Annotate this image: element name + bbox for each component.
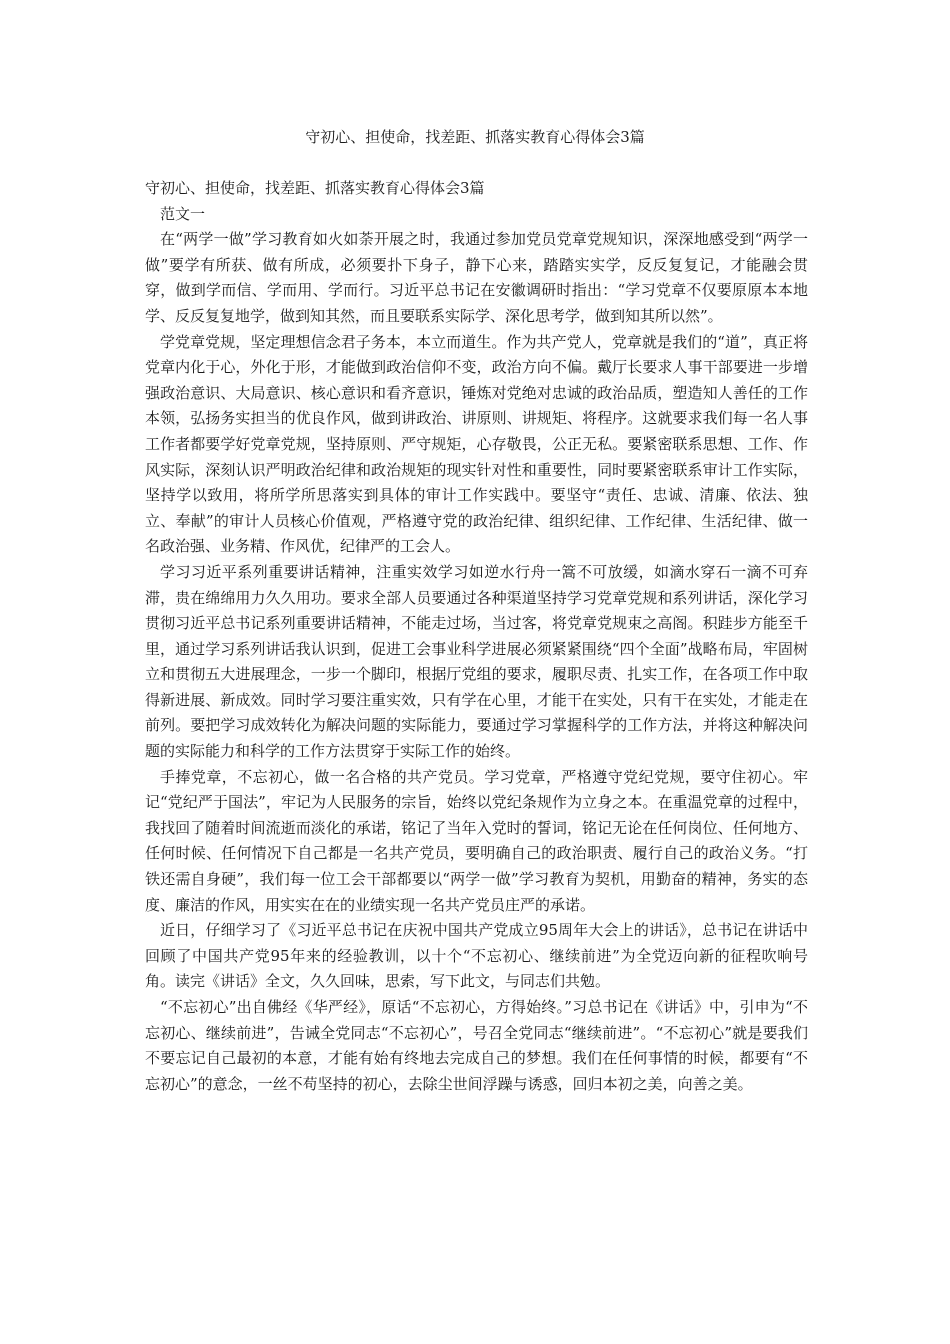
paragraph: 手捧党章，不忘初心，做一名合格的共产党员。学习党章，严格遵守党纪党规，要守住初心。牢记“党纪严于国法”，牢记为人民服务的宗旨，始终以党纪条规作为立身之本。在重温党章的过程中，我找回了随着时间流逝而淡化的承诺，铭记了当年入党时的誓词，铭记无论在任何岗位、任何地方、任何时候、任何情况下自己都是一名共产党员，要明确自己的政治职责、履行自己的政治义务。“打铁还需自身硬”，我们每一位工会干部都要以“两学一做”学习教育为契机，用勤奋的精神，务实的态度、廉洁的作风，用实实在在的业绩实现一名共产党员庄严的承诺。 bbox=[145, 767, 808, 914]
document-subtitle: 守初心、担使命，找差距、抓落实教育心得体会3篇 bbox=[145, 179, 485, 197]
document-body bbox=[145, 176, 808, 1097]
section-label: 范文一 bbox=[160, 204, 206, 223]
paragraph: 近日，仔细学习了《习近平总书记在庆祝中国共产党成立95周年大会上的讲话》，总书记在讲话中回顾了中国共产党95年来的经验教训，以十个“不忘初心、继续前进”为全党迈向新的征程吹响号角。读完《讲话》全文，久久回味，思索，写下此文，与同志们共勉。 bbox=[145, 921, 808, 991]
paragraph: 学习习近平系列重要讲话精神，注重实效学习如逆水行舟一篙不可放缓，如滴水穿石一滴不可弃滞，贵在绵绵用力久久用功。要求全部人员要通过各种渠道坚持学习党章党规和系列讲话，深化学习贯彻习近平总书记系列重要讲话精神，不能走过场，当过客，将党章党规束之高阁。积跬步方能至千里，通过学习系列讲话我认识到，促进工会事业科学进展必须紧紧围绕“四个全面”战略布局，牢固树立和贯彻五大进展理念，一步一个脚印，根据厅党组的要求，履职尽责、扎实工作，在各项工作中取得新进展、新成效。同时学习要注重实效，只有学在心里，才能干在实处，只有干在实处，才能走在前列。要把学习成效转化为解决问题的实际能力，要通过学习掌握科学的工作方法，并将这种解决问题的实际能力和科学的工作方法贯穿于实际工作的始终。 bbox=[145, 562, 808, 761]
paragraph: “不忘初心”出自佛经《华严经》，原话“不忘初心，方得始终。”习总书记在《讲话》中，引申为“不忘初心、继续前进”，告诫全党同志“不忘初心”，号召全党同志“继续前进”。“不忘初心”就是要我们不要忘记自己最初的本意，才能有始有终地去完成自己的梦想。我们在任何事情的时候，都要有“不忘初心”的意念，一丝不苟坚持的初心，去除尘世间浮躁与诱惑，回归本初之美，向善之美。 bbox=[145, 998, 808, 1093]
paragraph: 学党章党规，坚定理想信念君子务本，本立而道生。作为共产党人，党章就是我们的“道”，真正将党章内化于心，外化于形，才能做到政治信仰不变，政治方向不偏。戴厅长要求人事干部要进一步增强政治意识、大局意识、核心意识和看齐意识，锤炼对党绝对忠诚的政治品质，塑造知人善任的工作本领，弘扬务实担当的优良作风，做到讲政治、讲原则、讲规矩、将程序。这就要求我们每一名人事工作者都要学好党章党规，坚持原则、严守规矩，心存敬畏，公正无私。要紧密联系思想、工作、作风实际，深刻认识严明政治纪律和政治规矩的现实针对性和重要性，同时要紧密联系审计工作实际，坚持学以致用，将所学所思落实到具体的审计工作实践中。要坚守“责任、忠诚、清廉、依法、独立、奉献”的审计人员核心价值观，严格遵守党的政治纪律、组织纪律、工作纪律、生活纪律、做一名政治强、业务精、作风优，纪律严的工会人。 bbox=[145, 332, 808, 556]
paragraph: 在“两学一做”学习教育如火如荼开展之时，我通过参加党员党章党规知识，深深地感受到“两学一做”要学有所获、做有所成，必须要扑下身子，静下心来，踏踏实实学，反反复复记，才能融会贯穿，做到学而信、学而用、学而行。习近平总书记在安徽调研时指出：“学习党章不仅要原原本本地学、反反复复地学，做到知其然，而且要联系实际学、深化思考学，做到知其所以然”。 bbox=[145, 230, 808, 325]
document-title: 守初心、担使命，找差距、抓落实教育心得体会3篇 bbox=[305, 128, 645, 146]
